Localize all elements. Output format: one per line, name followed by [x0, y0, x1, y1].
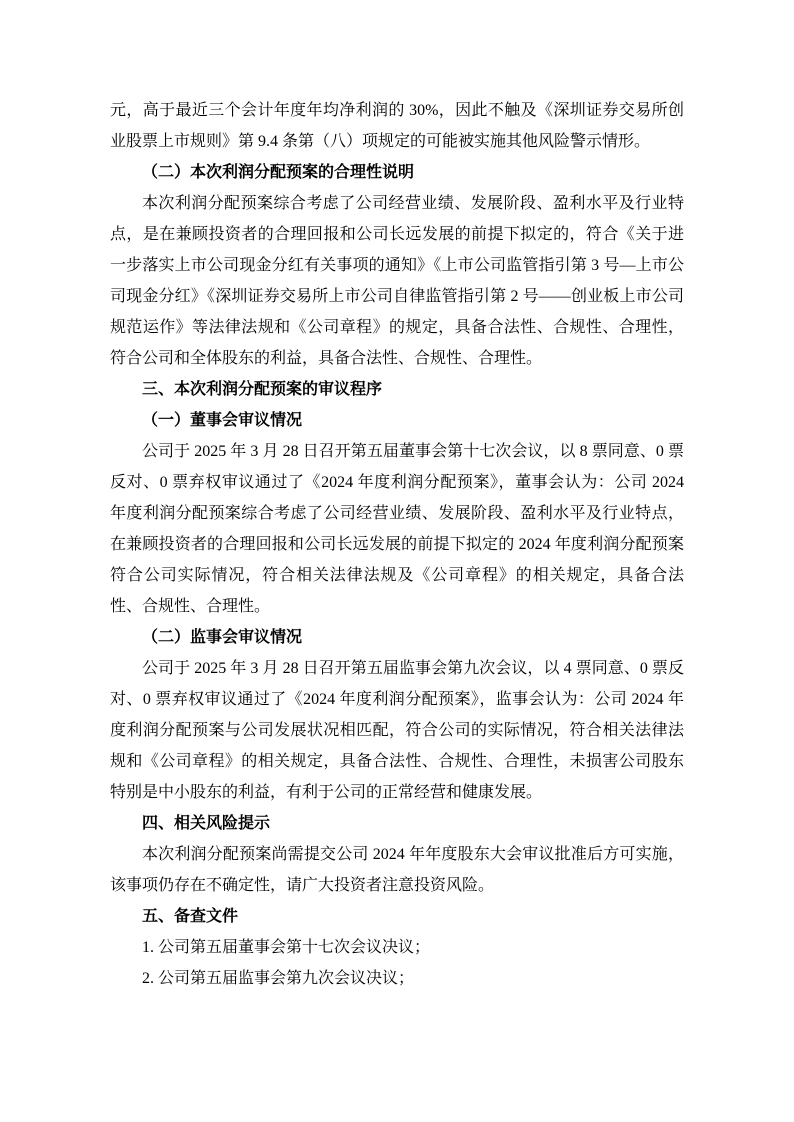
- paragraph-risk-warning-continued: 元，高于最近三个会计年度年均净利润的 30%，因此不触及《深圳证券交易所创业股票上市规则》第 9.4 条第（八）项规定的可能被实施其他风险警示情形。: [110, 102, 684, 150]
- heading-review-procedure: 三、本次利润分配预案的审议程序: [142, 381, 383, 398]
- paragraph-risk-notice: 本次利润分配预案尚需提交公司 2024 年年度股东大会审议批准后方可实施，该事项仍存在不确定性，请广大投资者注意投资风险。: [110, 846, 684, 894]
- heading-supervisory-review: （二）监事会审议情况: [142, 629, 303, 646]
- heading-risk-notice: 四、相关风险提示: [142, 815, 271, 832]
- heading-rationality-statement: （二）本次利润分配预案的合理性说明: [142, 164, 415, 181]
- list-item-board-resolution: 1. 公司第五届董事会第十七次会议决议；: [142, 939, 431, 956]
- heading-reference-documents: 五、备查文件: [142, 908, 239, 925]
- list-item-supervisory-resolution: 2. 公司第五届监事会第九次会议决议；: [142, 970, 415, 987]
- heading-board-review: （一）董事会审议情况: [142, 412, 303, 429]
- paragraph-board-review: 公司于 2025 年 3 月 28 日召开第五届董事会第十七次会议，以 8 票同意、0 票反对、0 票弃权审议通过了《2024 年度利润分配预案》，董事会认为：公司 2024 年度利润分配预案综合考虑了公司经营业绩、发展阶段、盈利水平及行业特点，在兼顾投资者的合理回报和公司长远发展的前提下拟定的 2024 年度利润分配预案符合公司实际情况，符合相关法律法规及《公司章程》的相关规定，具备合法性、合规性、合理性。: [110, 443, 684, 615]
- paragraph-supervisory-review: 公司于 2025 年 3 月 28 日召开第五届监事会第九次会议，以 4 票同意、0 票反对、0 票弃权审议通过了《2024 年度利润分配预案》，监事会认为：公司 2024 年度利润分配预案与公司发展状况相匹配，符合公司的实际情况，符合相关法律法规和《公司章程》的相关规定，具备合法性、合规性、合理性，未损害公司股东特别是中小股东的利益，有利于公司的正常经营和健康发展。: [110, 660, 684, 801]
- paragraph-rationality-statement: 本次利润分配预案综合考虑了公司经营业绩、发展阶段、盈利水平及行业特点，是在兼顾投资者的合理回报和公司长远发展的前提下拟定的，符合《关于进一步落实上市公司现金分红有关事项的通知》《上市公司监管指引第 3 号—上市公司现金分红》《深圳证券交易所上市公司自律监管指引第 2 号——创业板上市公司规范运作》等法律法规和《公司章程》的规定，具备合法性、合规性、合理性，符合公司和全体股东的利益，具备合法性、合规性、合理性。: [110, 195, 684, 367]
